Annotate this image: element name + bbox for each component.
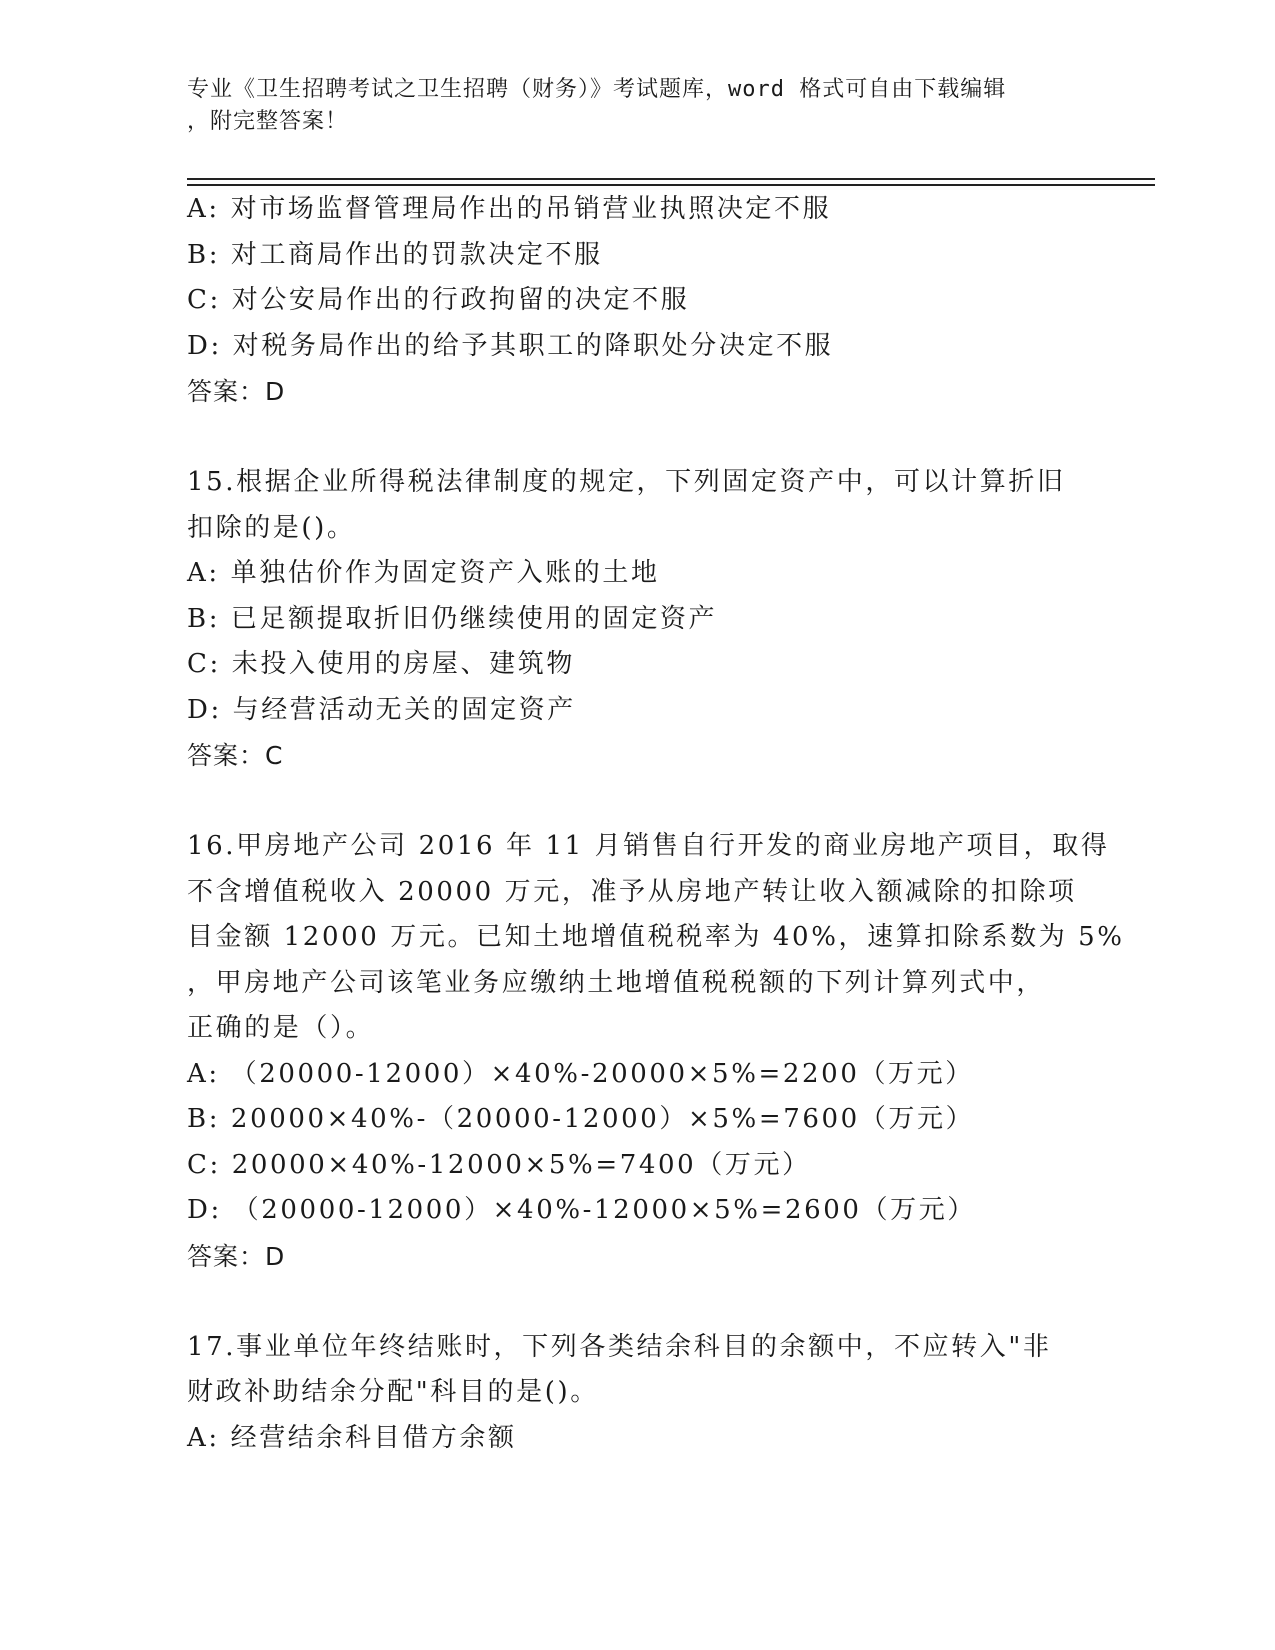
option-d: D: 对税务局作出的给予其职工的降职处分决定不服 [187,330,834,361]
question-14 [187,187,1087,415]
option-b: B: 对工商局作出的罚款决定不服 [187,239,603,270]
question-stem-line: 目金额 12000 万元。已知土地增值税税率为 40%，速算扣除系数为 5% [187,922,1125,952]
option-b: B: 20000×40%-（20000-12000）×5%=7600（万元） [187,1104,975,1134]
answer: 答案：D [187,1241,286,1271]
question-spacer [187,1279,1087,1325]
question-stem-line: 财政补助结余分配"科目的是()。 [187,1377,599,1407]
question-spacer [187,779,1087,825]
question-stem-line: 不含增值税收入 20000 万元，准予从房地产转让收入额减除的扣除项 [187,876,1077,907]
question-stem-line: ，甲房地产公司该笔业务应缴纳土地增值税税额的下列计算列式中， [187,967,1046,998]
question-stem-line: 16.甲房地产公司 2016 年 11 月销售自行开发的商业房地产项目，取得 [187,831,1110,861]
option-d: D: 与经营活动无关的固定资产 [187,694,576,725]
question-list [187,187,1125,1461]
option-d: D: （20000-12000）×40%-12000×5%=2600（万元） [187,1195,976,1225]
question-17 [187,1325,1087,1462]
answer: 答案：C [187,741,284,770]
option-c: C: 对公安局作出的行政拘留的决定不服 [187,285,690,315]
option-b: B: 已足额提取折旧仍继续使用的固定资产 [187,603,718,634]
option-a: A: （20000-12000）×40%-20000×5%=2200（万元） [187,1058,974,1089]
question-stem-line: 15.根据企业所得税法律制度的规定，下列固定资产中，可以计算折旧 [187,467,1066,497]
question-spacer [187,415,1087,461]
question-stem-line: 正确的是（）。 [187,1013,375,1043]
question-stem-line: 扣除的是()。 [187,512,356,543]
header-line-2: ，附完整答案！ [187,109,349,134]
question-15 [187,460,1087,779]
header-divider-top [187,178,1155,180]
document-header [187,74,1067,138]
option-a: A: 单独估价作为固定资产入账的土地 [187,558,660,588]
question-stem-line: 17.事业单位年终结账时，下列各类结余科目的余额中，不应转入"非 [187,1331,1052,1362]
option-a: A: 对市场监督管理局作出的吊销营业执照决定不服 [187,194,832,224]
answer: 答案：D [187,377,286,406]
header-divider-bottom [187,184,1155,186]
header-line-1: 专业《卫生招聘考试之卫生招聘（财务）》考试题库，word 格式可自由下载编辑 [187,77,1007,102]
option-c: C: 20000×40%-12000×5%=7400（万元） [187,1149,811,1180]
question-16 [187,824,1125,1279]
option-c: C: 未投入使用的房屋、建筑物 [187,649,575,679]
option-a: A: 经营结余科目借方余额 [187,1422,517,1453]
